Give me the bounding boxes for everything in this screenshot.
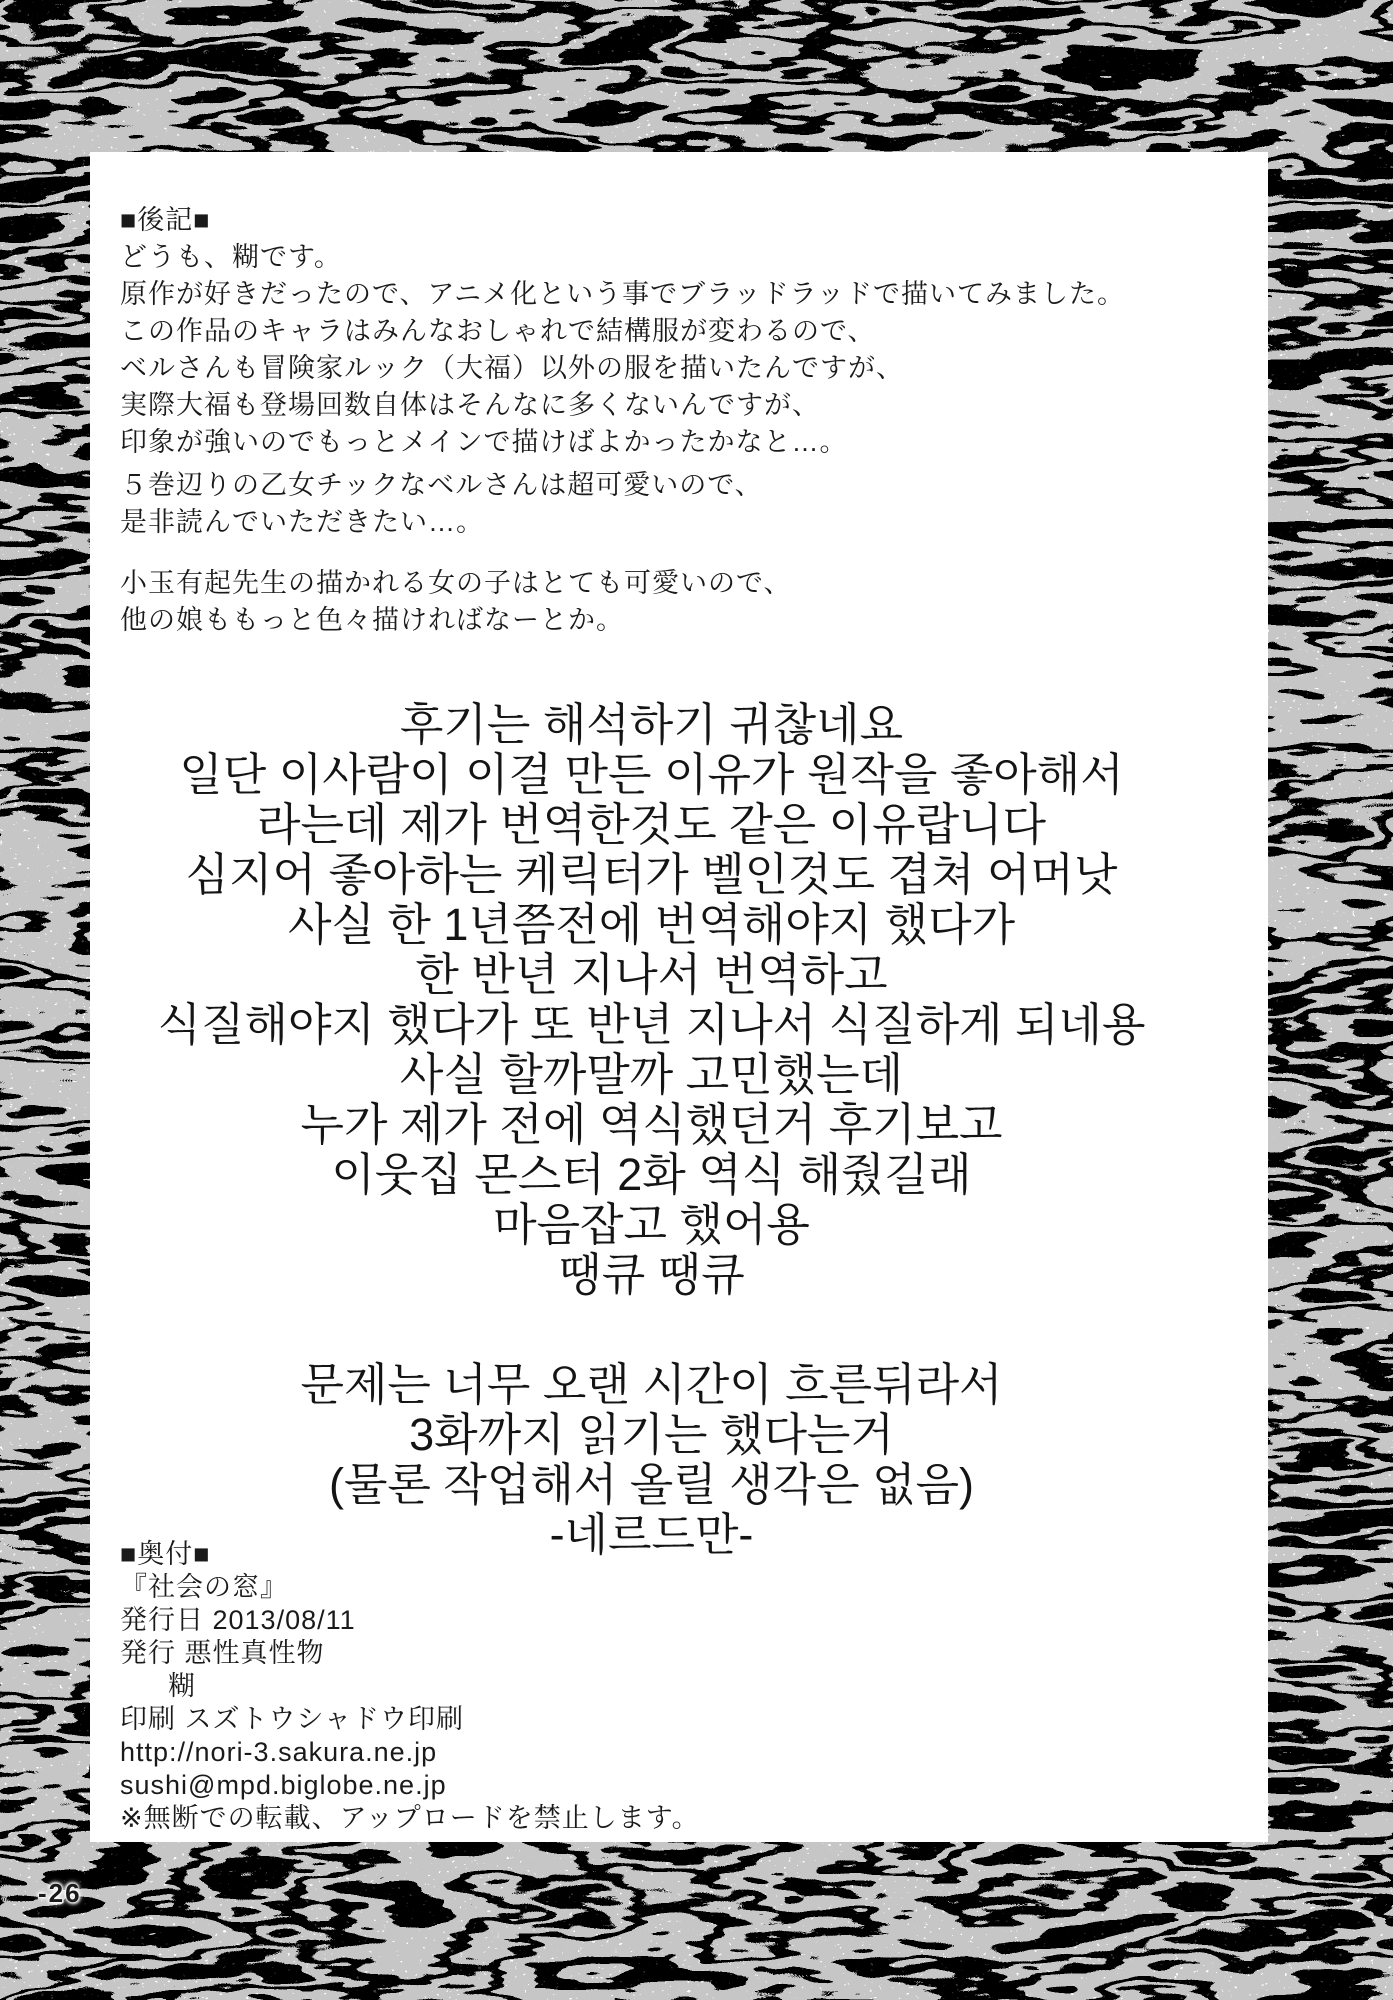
afterword-line: ５巻辺りの乙女チックなベルさんは超可愛いので、 [120,470,763,500]
afterword-paragraph [120,467,1125,541]
afterword-paragraph [120,239,1125,461]
translator-note-line: 후기는 해석하기 귀찮네요 [399,699,904,750]
translator-note-line: 누가 제가 전에 역식했던거 후기보고 [300,1099,1003,1150]
translator-note-line: 땡큐 땡큐 [558,1249,745,1300]
translator-note-line: 라는데 제가 번역한것도 같은 이유랍니다 [256,799,1046,850]
afterword-line: どうも、糊です。 [120,242,342,272]
page-number: -26 [38,1878,82,1908]
translator-note-block [90,1360,1213,1560]
afterword-line: 他の娘ももっと色々描ければなーとか。 [120,605,624,635]
afterword-line: 実際大福も登場回数自体はそんなに多くないんですが、 [120,390,820,420]
afterword-line: この作品のキャラはみんなおしゃれで結構服が変わるので、 [120,316,876,346]
publish-date: 発行日 2013/08/11 [120,1605,356,1635]
translator-note-line: (물론 작업해서 올릴 생각은 없음) [328,1459,975,1510]
translator-note-line: 문제는 너무 오랜 시간이 흐른뒤라서 [300,1359,1003,1410]
afterword-heading: ■後記■ [120,205,211,235]
email-address: sushi@mpd.biglobe.ne.jp [120,1770,447,1800]
afterword-paragraph [120,565,1125,639]
copyright-notice: ※無断での転載、アップロードを禁止します。 [120,1803,700,1833]
page-content-area [90,152,1268,1842]
printer-name: 印刷 スズトウシャドウ印刷 [120,1704,464,1734]
afterword-line: 小玉有起先生の描かれる女の子はとても可愛いので、 [120,568,792,598]
translator-note-line: 사실 한 1년쯤전에 번역해야지 했다가 [287,899,1016,950]
translator-note-block [90,700,1213,1300]
translator-signature: -네르드만- [549,1509,754,1560]
publisher-circle: 発行 悪性真性物 [120,1638,325,1668]
afterword-line: 印象が強いのでもっとメインで描けばよかったかなと…。 [120,427,848,457]
afterword-section [120,202,1125,639]
translator-note-line: 3화까지 읽기는 했다는거 [409,1409,894,1460]
translator-note-section [90,700,1213,1560]
translator-note-line: 이웃집 몬스터 2화 역식 해줬길래 [331,1149,972,1200]
translator-note-line: 심지어 좋아하는 케릭터가 벨인것도 겹쳐 어머낫 [185,849,1118,900]
colophon-heading: ■奥付■ [120,1539,211,1569]
translator-note-line: 일단 이사람이 이걸 만든 이유가 원작을 좋아해서 [179,749,1124,800]
afterword-line: ベルさんも冒険家ルック（大福）以外の服を描いたんですが、 [120,353,904,383]
afterword-line: 原作が好きだったので、アニメ化という事でブラッドラッドで描いてみました。 [120,279,1126,309]
translator-note-line: 마음잡고 했어용 [493,1199,810,1250]
translator-note-line: 사실 할까말까 고민했는데 [399,1049,904,1100]
translator-note-line: 식질해야지 했다가 또 반년 지나서 식질하게 되네용 [157,999,1146,1050]
afterword-line: 是非読んでいただきたい…。 [120,507,484,537]
website-url: http://nori-3.sakura.ne.jp [120,1737,438,1767]
work-title: 『社会の窓』 [120,1572,288,1602]
colophon-section [120,1538,700,1835]
author-name: 糊 [168,1671,196,1701]
translator-note-line: 한 반년 지나서 번역하고 [415,949,888,1000]
